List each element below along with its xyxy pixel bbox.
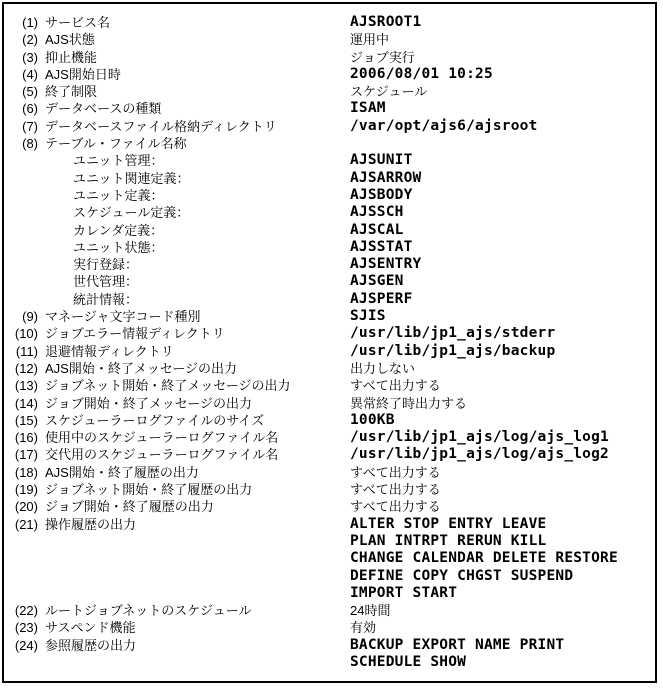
item-value-line: 出力しない bbox=[350, 360, 416, 376]
item-value-line: 24時間 bbox=[350, 603, 391, 619]
item-number: (13) bbox=[14, 378, 38, 394]
item-value-line: 運用中 bbox=[350, 32, 390, 48]
item-label: ルートジョブネットのスケジュール bbox=[45, 603, 252, 619]
item-value-line: AJSROOT1 bbox=[350, 14, 422, 30]
item-value-line: すべて出力する bbox=[350, 378, 441, 394]
item-value bbox=[350, 152, 651, 169]
item-value bbox=[350, 481, 651, 498]
item-value-line: /usr/lib/jp1_ajs/stderr bbox=[350, 325, 556, 342]
status-row bbox=[10, 308, 651, 325]
status-row bbox=[10, 239, 651, 256]
status-row bbox=[10, 395, 651, 412]
item-value-line: ALTER STOP ENTRY LEAVE bbox=[350, 515, 547, 532]
item-label: 退避情報ディレクトリ bbox=[45, 343, 174, 359]
item-label: 実行登録： bbox=[73, 257, 139, 273]
item-value-line: DEFINE COPY CHGST SUSPEND bbox=[350, 567, 574, 584]
item-value bbox=[350, 637, 651, 672]
item-value-line: AJSSTAT bbox=[350, 238, 413, 255]
status-row bbox=[10, 516, 651, 602]
item-number: (3) bbox=[22, 49, 38, 65]
item-label: ジョブエラー情報ディレクトリ bbox=[45, 326, 225, 342]
status-row bbox=[10, 429, 651, 446]
item-label: データベースの種類 bbox=[45, 101, 162, 117]
item-label: AJS開始日時 bbox=[45, 66, 121, 82]
item-value-line: AJSBODY bbox=[350, 186, 413, 203]
item-value-line: ジョブ実行 bbox=[350, 49, 415, 65]
status-row bbox=[10, 187, 651, 204]
status-row bbox=[10, 377, 651, 394]
item-label: ジョブネット開始・終了履歴の出力 bbox=[45, 482, 253, 498]
item-number: (8) bbox=[22, 136, 38, 152]
status-row bbox=[10, 170, 651, 187]
item-value bbox=[350, 395, 651, 412]
status-row bbox=[10, 204, 651, 221]
status-row bbox=[10, 256, 651, 273]
item-label: サービス名 bbox=[45, 15, 111, 30]
status-row bbox=[10, 619, 651, 636]
item-label: ユニット関連定義： bbox=[73, 170, 190, 186]
item-number: (9) bbox=[22, 309, 38, 325]
item-value bbox=[350, 602, 651, 619]
item-value-line: IMPORT START bbox=[350, 584, 458, 601]
item-label: 抑止機能 bbox=[45, 49, 98, 65]
item-value-line: スケジュール bbox=[350, 84, 428, 100]
status-row bbox=[10, 31, 651, 48]
item-value-line: AJSENTRY bbox=[350, 256, 422, 273]
item-value bbox=[350, 377, 651, 394]
item-value bbox=[350, 291, 651, 308]
status-row bbox=[10, 118, 651, 135]
item-label: スケジュール定義： bbox=[73, 205, 190, 221]
item-value-line: /var/opt/ajs6/ajsroot bbox=[350, 117, 538, 134]
item-value-line: CHANGE CALENDAR DELETE RESTORE bbox=[350, 550, 618, 567]
status-row bbox=[10, 222, 651, 239]
item-value bbox=[350, 308, 651, 325]
item-label: ジョブ開始・終了メッセージの出力 bbox=[45, 395, 252, 411]
item-value bbox=[350, 343, 651, 360]
item-label: ジョブネット開始・終了メッセージの出力 bbox=[45, 378, 291, 394]
status-row bbox=[10, 412, 651, 429]
item-value bbox=[350, 100, 651, 117]
item-value bbox=[350, 412, 651, 429]
item-label: テーブル・ファイル名称 bbox=[45, 136, 187, 152]
item-value-line: AJSGEN bbox=[350, 273, 404, 290]
item-value-line: AJSUNIT bbox=[350, 152, 413, 169]
item-number: (1) bbox=[22, 15, 38, 30]
item-value-line: すべて出力する bbox=[350, 482, 441, 498]
item-value bbox=[350, 273, 651, 290]
item-value bbox=[350, 446, 651, 463]
item-label: スケジューラーログファイルのサイズ bbox=[45, 412, 265, 428]
item-value bbox=[350, 187, 651, 204]
item-number: (12) bbox=[14, 360, 38, 376]
item-number: (4) bbox=[22, 66, 38, 82]
status-row bbox=[10, 481, 651, 498]
item-value-line: AJSSCH bbox=[350, 204, 404, 221]
item-value bbox=[350, 31, 651, 48]
item-value-line: SCHEDULE SHOW bbox=[350, 653, 467, 670]
item-label: ジョブ開始・終了履歴の出力 bbox=[45, 499, 214, 515]
item-label: AJS状態 bbox=[45, 32, 95, 48]
item-value bbox=[350, 66, 651, 83]
status-row bbox=[10, 152, 651, 169]
status-row bbox=[10, 273, 651, 290]
status-row bbox=[10, 464, 651, 481]
item-value bbox=[350, 256, 651, 273]
item-value-line: AJSPERF bbox=[350, 290, 413, 307]
item-value bbox=[350, 239, 651, 256]
item-value-line: /usr/lib/jp1_ajs/log/ajs_log2 bbox=[350, 446, 609, 463]
status-row bbox=[10, 360, 651, 377]
item-label: ユニット定義： bbox=[73, 187, 164, 203]
item-label: AJS開始・終了メッセージの出力 bbox=[45, 360, 238, 376]
item-value-line: 2006/08/01 10:25 bbox=[350, 65, 493, 82]
item-label: 参照履歴の出力 bbox=[45, 637, 137, 653]
item-label: サスペンド機能 bbox=[45, 620, 136, 636]
item-label: 終了制限 bbox=[45, 84, 98, 100]
item-value-line: 異常終了時出力する bbox=[350, 395, 468, 411]
item-value bbox=[350, 49, 651, 66]
item-value bbox=[350, 429, 651, 446]
status-row bbox=[10, 637, 651, 672]
item-label: ユニット管理： bbox=[73, 153, 164, 169]
status-row bbox=[10, 325, 651, 342]
status-row bbox=[10, 446, 651, 463]
item-value bbox=[350, 222, 651, 239]
item-value bbox=[350, 464, 651, 481]
item-number: (10) bbox=[14, 326, 38, 342]
item-label: 世代管理： bbox=[73, 274, 139, 290]
item-value bbox=[350, 516, 651, 602]
item-number: (14) bbox=[14, 395, 38, 411]
item-label: データベースファイル格納ディレクトリ bbox=[45, 118, 277, 134]
item-number: (24) bbox=[14, 637, 38, 653]
status-row bbox=[10, 343, 651, 360]
item-number: (5) bbox=[22, 84, 38, 100]
item-number: (21) bbox=[14, 516, 38, 532]
item-number: (6) bbox=[22, 101, 38, 117]
item-number: (20) bbox=[14, 499, 38, 515]
status-row bbox=[10, 291, 651, 308]
item-value bbox=[350, 83, 651, 100]
item-label: 使用中のスケジューラーログファイル名 bbox=[45, 430, 279, 446]
item-number: (11) bbox=[15, 343, 38, 359]
item-label: 交代用のスケジューラーログファイル名 bbox=[45, 447, 279, 463]
ajs-status-report-frame bbox=[2, 2, 657, 683]
item-number: (16) bbox=[14, 430, 38, 446]
item-value bbox=[350, 14, 651, 31]
item-label: 操作履歴の出力 bbox=[45, 516, 137, 532]
item-number: (17) bbox=[14, 447, 38, 463]
item-label: 統計情報： bbox=[73, 291, 139, 307]
item-value-line: /usr/lib/jp1_ajs/log/ajs_log1 bbox=[350, 429, 609, 446]
item-number: (18) bbox=[14, 464, 38, 480]
status-row bbox=[10, 83, 651, 100]
item-value bbox=[350, 619, 651, 636]
item-value bbox=[350, 360, 651, 377]
parameter-list bbox=[10, 14, 651, 671]
item-value-line: PLAN INTRPT RERUN KILL bbox=[350, 532, 547, 549]
item-number: (22) bbox=[14, 603, 38, 619]
item-number: (7) bbox=[22, 118, 38, 134]
item-value-line: 100KB bbox=[350, 411, 395, 428]
item-value-line: SJIS bbox=[350, 308, 386, 325]
item-label: AJS開始・終了履歴の出力 bbox=[45, 464, 199, 480]
item-value-line: /usr/lib/jp1_ajs/backup bbox=[350, 342, 556, 359]
status-row bbox=[10, 498, 651, 515]
status-row bbox=[10, 14, 651, 31]
item-number: (2) bbox=[22, 32, 38, 48]
item-value-line: ISAM bbox=[350, 100, 386, 117]
item-value-line: AJSARROW bbox=[350, 169, 422, 186]
item-number: (19) bbox=[14, 482, 38, 498]
item-label: カレンダ定義： bbox=[73, 222, 164, 238]
item-label: ユニット状態： bbox=[73, 239, 164, 255]
item-value bbox=[350, 118, 651, 135]
item-value bbox=[350, 325, 651, 342]
item-label: マネージャ文字コード種別 bbox=[45, 309, 201, 325]
item-value bbox=[350, 204, 651, 221]
status-row bbox=[10, 602, 651, 619]
item-value-line: すべて出力する bbox=[350, 499, 441, 515]
status-row bbox=[10, 49, 651, 66]
item-number: (15) bbox=[14, 412, 38, 428]
item-value-line: AJSCAL bbox=[350, 221, 404, 238]
item-value-line: 有効 bbox=[350, 620, 377, 636]
status-row bbox=[10, 66, 651, 83]
status-row bbox=[10, 100, 651, 117]
item-value-line: すべて出力する bbox=[350, 464, 441, 480]
item-value bbox=[350, 170, 651, 187]
item-number: (23) bbox=[14, 620, 38, 636]
item-value-line: BACKUP EXPORT NAME PRINT bbox=[350, 636, 565, 653]
status-row bbox=[10, 135, 651, 152]
item-value bbox=[350, 498, 651, 515]
